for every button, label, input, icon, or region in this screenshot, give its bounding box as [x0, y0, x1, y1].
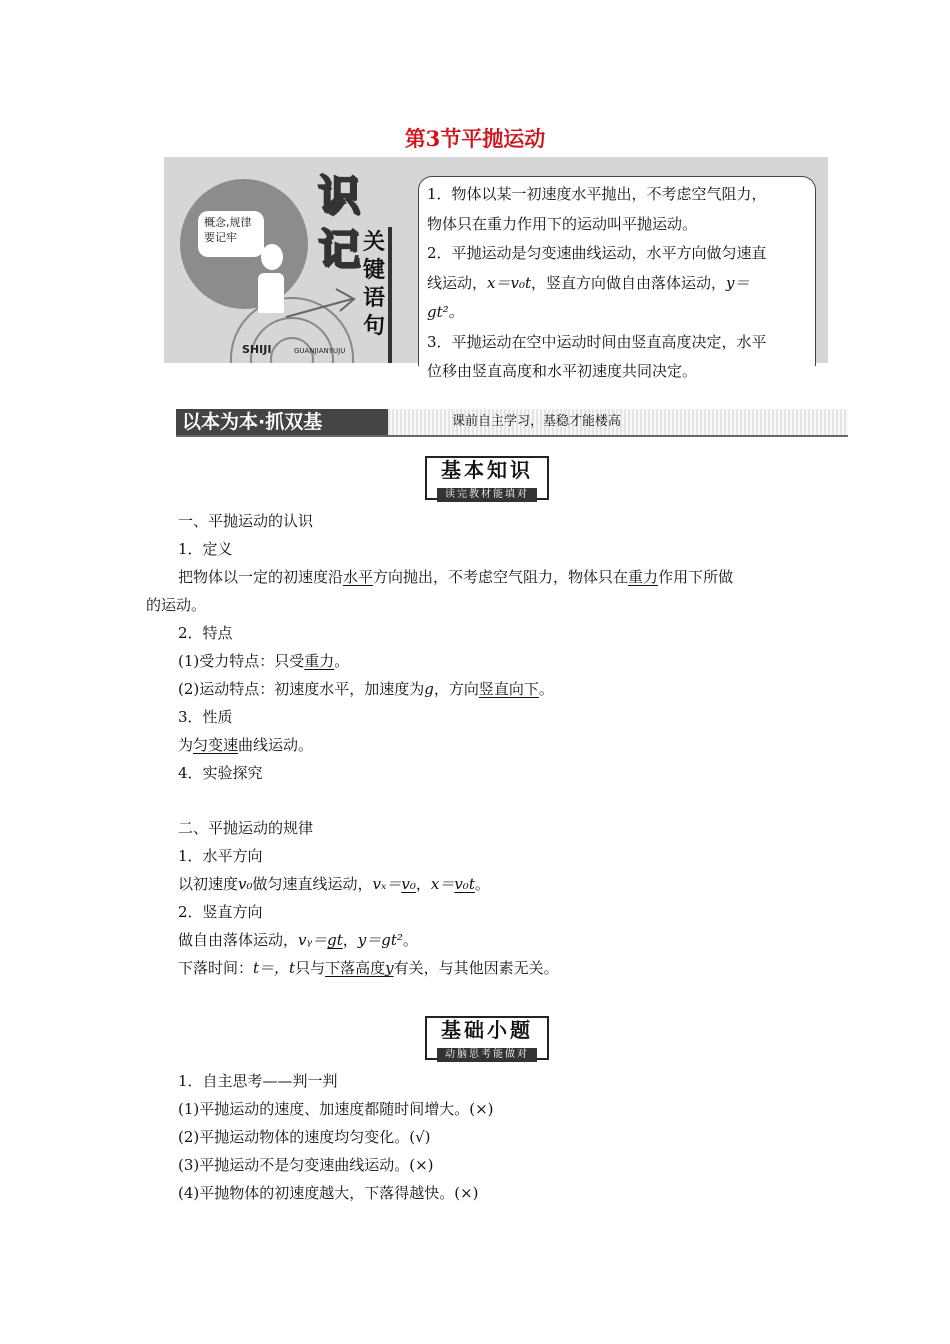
subheading: 2．特点 — [178, 624, 233, 642]
question-item: (4)平抛物体的初速度越大，下落得越快。(×) — [178, 1184, 479, 1202]
subheading: 1．定义 — [178, 540, 233, 558]
nature-line: 为匀变速曲线运动。 — [178, 736, 314, 754]
subheading: 1．水平方向 — [178, 847, 263, 865]
person-body-icon — [258, 273, 284, 313]
rule-line: 做自由落体运动，vᵧ＝gt，y＝gt²。 — [178, 931, 418, 949]
question-item: (2)平抛运动物体的速度均匀变化。(√) — [178, 1128, 431, 1146]
basic-questions-stamp — [425, 1016, 549, 1060]
feature-line: (1)受力特点：只受重力。 — [178, 652, 350, 670]
shiji-label: SHIJI — [242, 343, 272, 356]
fall-time-line: 下落时间：t＝，t只与下落高度y有关，与其他因素无关。 — [178, 959, 559, 977]
vertical-label: 关键语句 — [362, 230, 385, 339]
feature-line: (2)运动特点：初速度水平，加速度为g，方向竖直向下。 — [178, 680, 554, 698]
basic-knowledge-stamp — [425, 456, 549, 500]
heading-2: 二、平抛运动的规律 — [178, 819, 314, 837]
subheading: 4．实验探究 — [178, 764, 263, 782]
key-point-line: 物体只在重力作用下的运动叫平抛运动。 — [427, 214, 698, 233]
subheading: 2．竖直方向 — [178, 903, 263, 921]
rule-line: 以初速度v₀做匀速直线运动，vₓ＝v₀，x＝v₀t。 — [178, 875, 490, 893]
section-subtitle: 课前自主学习，基稳才能楼高 — [452, 414, 622, 429]
key-point-line: 1．物体以某一初速度水平抛出，不考虑空气阻力， — [427, 185, 767, 203]
question-heading: 1．自主思考——判一判 — [178, 1072, 338, 1090]
stamp-subtitle: 动脑思考能做对 — [437, 1048, 537, 1062]
question-item: (1)平抛运动的速度、加速度都随时间增大。(×) — [178, 1100, 494, 1118]
section-header — [176, 409, 848, 435]
shiji-sublabel: GUANJIANYUJU — [294, 347, 346, 355]
stamp-subtitle: 读完教材能填对 — [437, 488, 537, 502]
key-points-box — [418, 176, 816, 380]
key-point-line: 位移由竖直高度和水平初速度共同决定。 — [427, 362, 698, 380]
person-icon — [261, 244, 283, 270]
arrow-icon — [284, 277, 364, 337]
key-point-line: 3．平抛运动在空中运动时间由竖直高度决定，水平 — [427, 332, 767, 351]
definition-line: 把物体以一定的初速度沿水平方向抛出，不考虑空气阻力，物体只在重力作用下所做 — [178, 568, 734, 586]
stamp-title: 基础小题 — [441, 1018, 533, 1042]
key-point-line: 2．平抛运动是匀变速曲线运动，水平方向做匀速直 — [427, 244, 767, 262]
key-point-line: 线运动，x＝v₀t，竖直方向做自由落体运动，y＝ — [427, 273, 750, 292]
definition-line: 的运动。 — [146, 596, 207, 614]
speech-bubble: 概念,规律 要记牢 — [198, 211, 264, 257]
big-char-2: 记 — [318, 225, 361, 274]
heading-1: 一、平抛运动的认识 — [178, 512, 314, 530]
stamp-title: 基本知识 — [441, 458, 533, 482]
subheading: 3．性质 — [178, 708, 233, 726]
key-point-line: gt²。 — [427, 303, 464, 321]
banner-divider — [388, 227, 392, 363]
page-title: 第3节平抛运动 — [404, 126, 546, 151]
section-tag: 以本为本·抓双基 — [176, 409, 388, 435]
big-char-1: 识 — [318, 171, 361, 220]
section-underline — [176, 435, 848, 437]
question-item: (3)平抛运动不是匀变速曲线运动。(×) — [178, 1156, 434, 1174]
